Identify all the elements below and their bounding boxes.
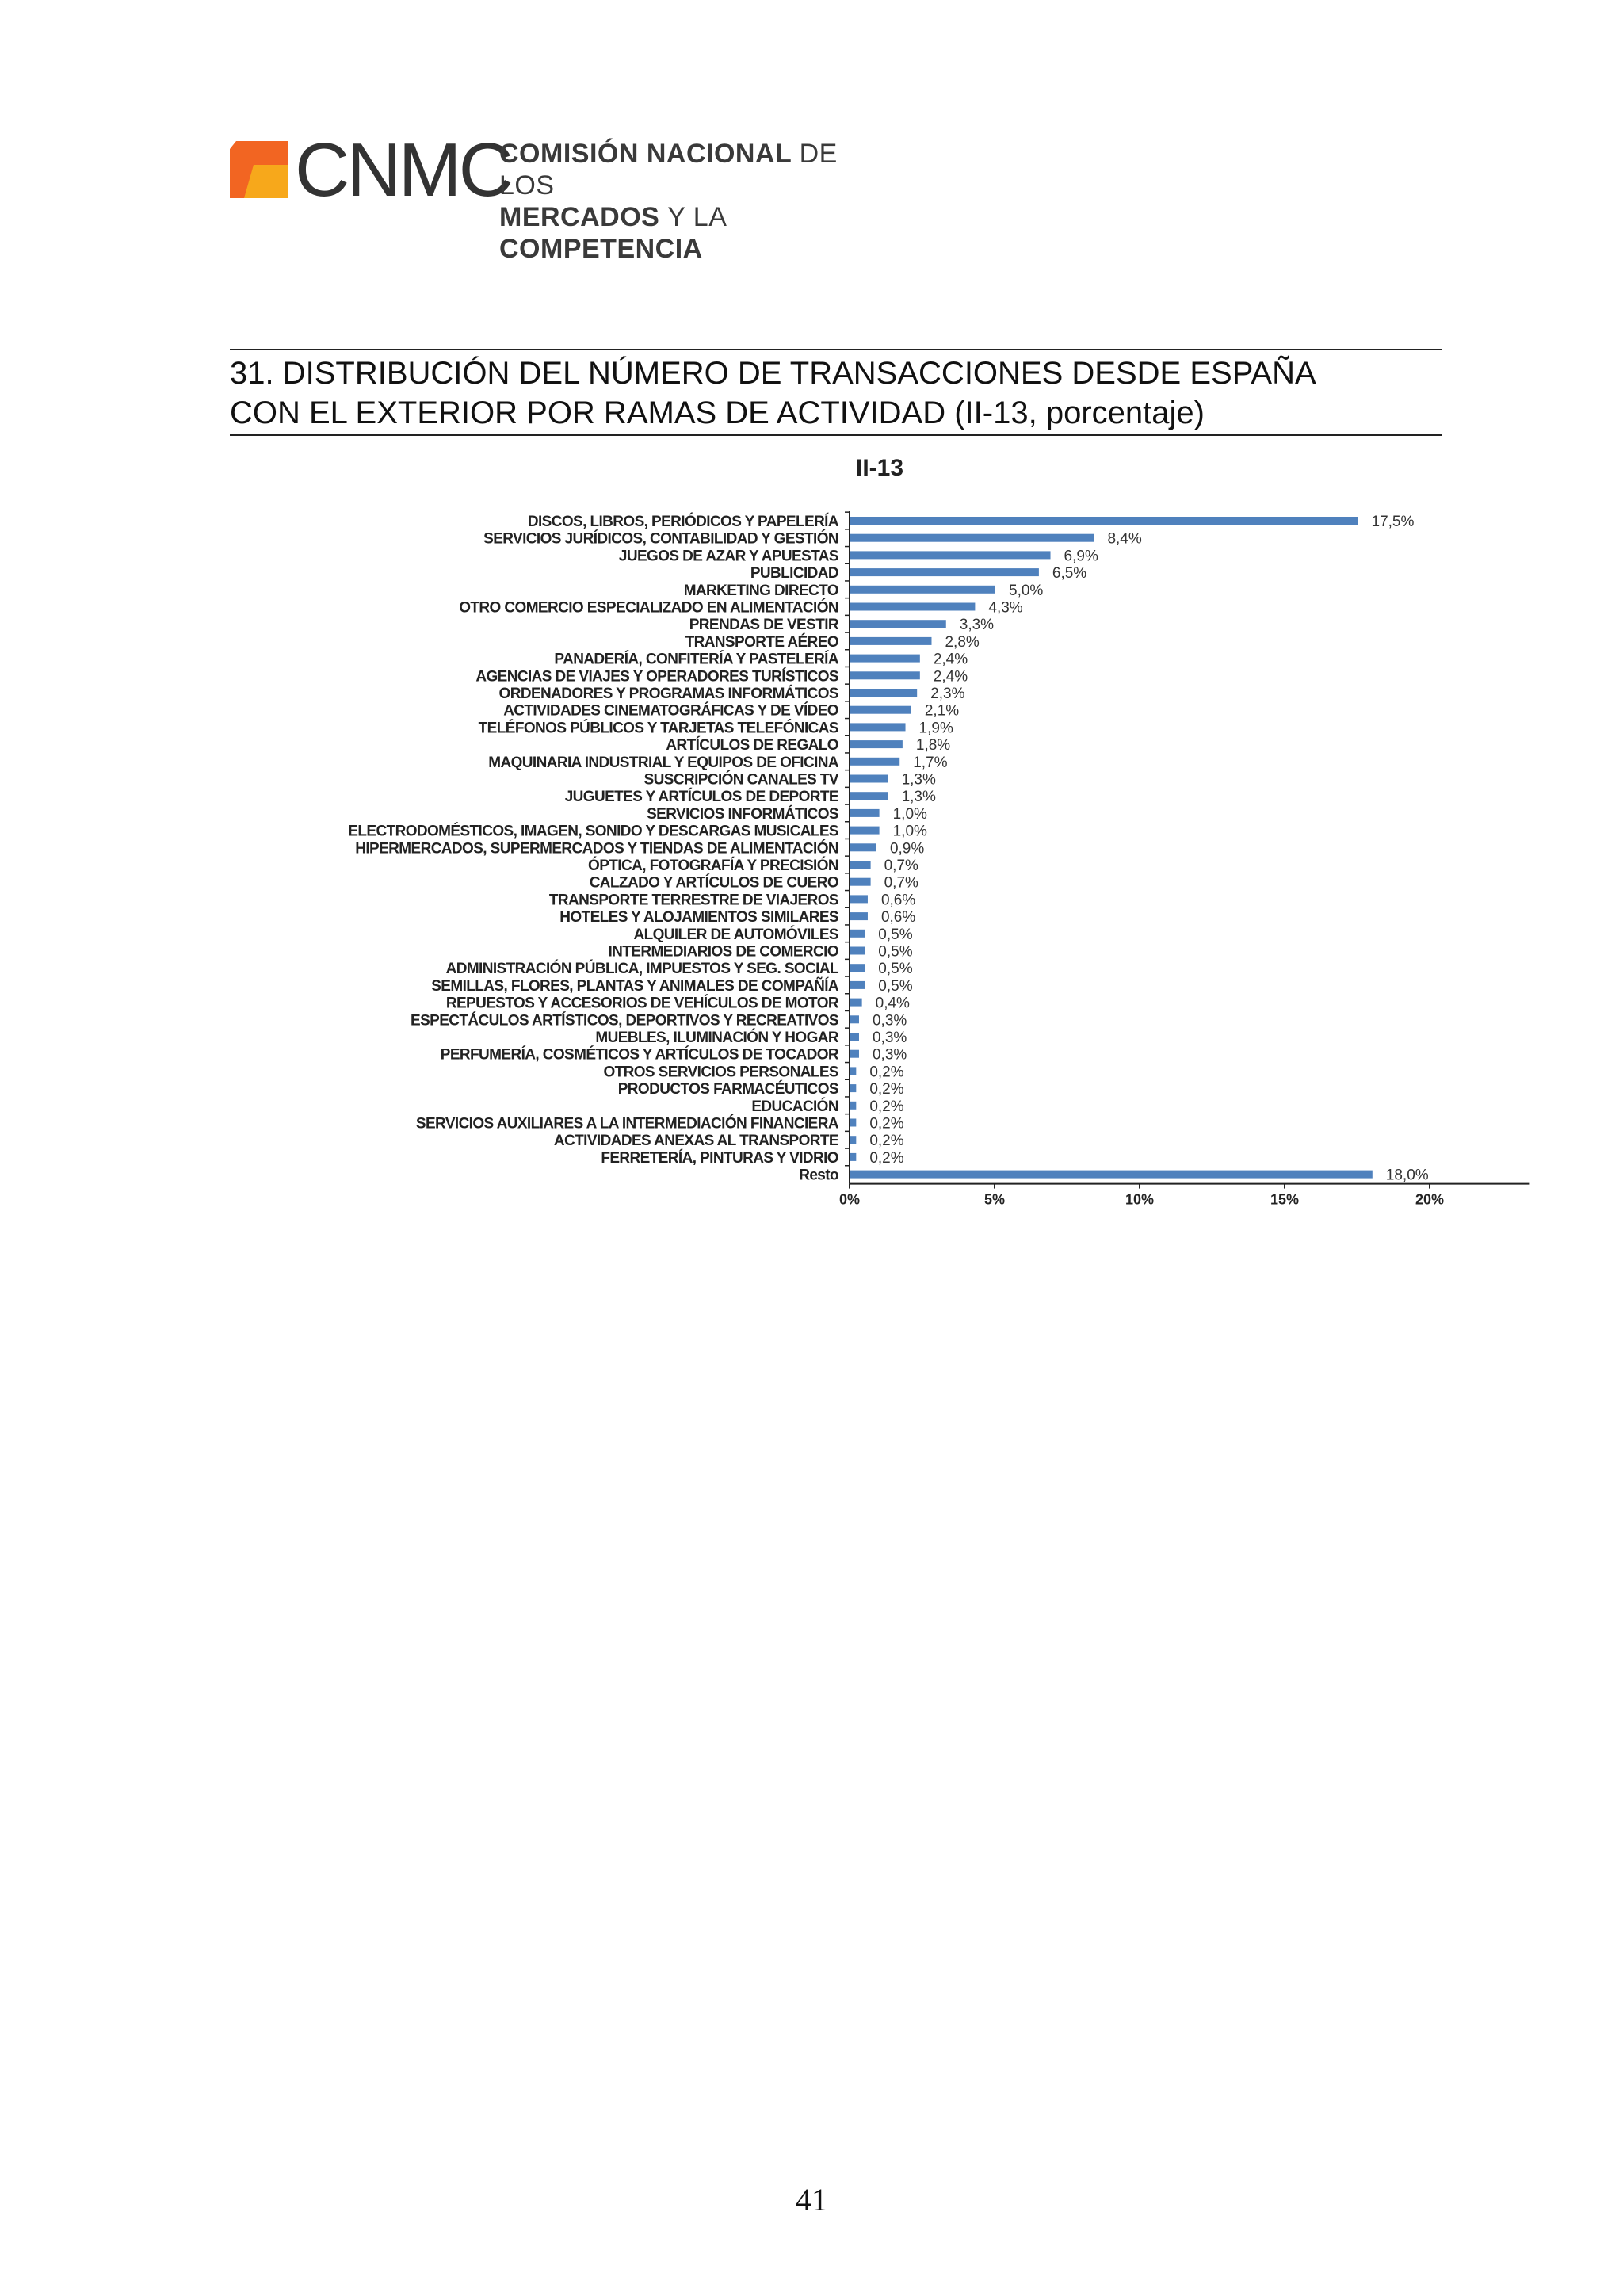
category-label: OTRO COMERCIO ESPECIALIZADO EN ALIMENTACIÓN: [459, 599, 838, 617]
category-label: INTERMEDIARIOS DE COMERCIO: [608, 943, 838, 961]
bar: [850, 1171, 1373, 1179]
value-label: 0,2%: [869, 1064, 904, 1081]
bar: [850, 689, 917, 697]
x-tick-label: 20%: [1415, 1191, 1445, 1208]
category-label: SERVICIOS JURÍDICOS, CONTABILIDAD Y GESTIÓN: [483, 530, 838, 548]
value-label: 6,5%: [1052, 565, 1087, 583]
value-label: 0,5%: [878, 943, 913, 961]
logo-line2-suffix: COMPETENCIA: [499, 234, 703, 264]
bar: [850, 568, 1039, 576]
value-label: 1,0%: [892, 805, 927, 823]
category-label: ALQUILER DE AUTOMÓVILES: [633, 926, 838, 943]
logo-acronym: CNMC: [295, 128, 510, 212]
bar-chart: [230, 448, 1577, 1240]
page-number: 41: [796, 2182, 827, 2218]
category-label: JUGUETES Y ARTÍCULOS DE DEPORTE: [564, 789, 838, 806]
logo-line2: MERCADOS: [499, 202, 660, 232]
bar: [850, 1067, 856, 1075]
bar: [850, 792, 888, 800]
bar: [850, 861, 871, 869]
x-tick-label: 5%: [983, 1191, 1006, 1208]
category-label: SEMILLAS, FLORES, PLANTAS Y ANIMALES DE COMPAÑÍA: [431, 977, 838, 995]
bar-chart-svg: [230, 448, 1577, 1240]
bar: [850, 1084, 856, 1092]
category-label: Resto: [799, 1167, 838, 1184]
bar: [850, 1136, 856, 1144]
value-label: 0,3%: [872, 1030, 907, 1046]
category-label: TRANSPORTE TERRESTRE DE VIAJEROS: [548, 892, 838, 909]
category-label: ACTIVIDADES CINEMATOGRÁFICAS Y DE VÍDEO: [503, 702, 838, 720]
bar: [850, 1050, 859, 1058]
value-label: 4,3%: [988, 599, 1023, 617]
category-label: SERVICIOS AUXILIARES A LA INTERMEDIACIÓN FINANCIERA: [415, 1115, 838, 1133]
bar: [850, 1033, 859, 1041]
logo-full-name: [499, 138, 864, 265]
value-label: 0,3%: [872, 1012, 907, 1030]
cnmc-logo: [230, 128, 864, 264]
category-label: ESPECTÁCULOS ARTÍSTICOS, DEPORTIVOS Y RECREATIVOS: [411, 1012, 838, 1030]
category-label: OTROS SERVICIOS PERSONALES: [603, 1064, 838, 1081]
bar: [850, 775, 888, 783]
bar: [850, 895, 868, 903]
category-label: FERRETERÍA, PINTURAS Y VIDRIO: [601, 1149, 838, 1167]
category-label: MUEBLES, ILUMINACIÓN Y HOGAR: [595, 1030, 838, 1046]
value-label: 1,3%: [901, 789, 936, 806]
value-label: 0,2%: [869, 1149, 904, 1167]
value-label: 0,2%: [869, 1133, 904, 1150]
category-label: CALZADO Y ARTÍCULOS DE CUERO: [589, 874, 838, 892]
bar: [850, 551, 1051, 559]
category-label: PUBLICIDAD: [750, 565, 838, 583]
value-label: 2,4%: [933, 668, 968, 686]
category-label: HOTELES Y ALOJAMIENTOS SIMILARES: [559, 909, 838, 926]
value-label: 0,5%: [878, 977, 913, 995]
value-label: 0,3%: [872, 1046, 907, 1064]
bar: [850, 912, 868, 920]
category-label: ELECTRODOMÉSTICOS, IMAGEN, SONIDO Y DESCARGAS MUSICALES: [348, 823, 838, 840]
category-label: ORDENADORES Y PROGRAMAS INFORMÁTICOS: [498, 686, 838, 702]
x-tick-label: 15%: [1270, 1191, 1300, 1208]
bar: [850, 706, 911, 714]
value-label: 2,4%: [933, 651, 968, 668]
logo-line1: COMISIÓN NACIONAL: [499, 139, 792, 169]
category-label: MARKETING DIRECTO: [683, 582, 838, 599]
category-label: HIPERMERCADOS, SUPERMERCADOS Y TIENDAS DE ALIMENTACIÓN: [355, 840, 838, 858]
value-label: 2,1%: [924, 702, 960, 720]
category-label: JUEGOS DE AZAR Y APUESTAS: [618, 548, 838, 565]
bar: [850, 930, 865, 938]
bar: [850, 517, 1358, 525]
chart-title: II-13: [855, 455, 904, 481]
value-label: 0,5%: [878, 926, 913, 943]
x-tick-label: 0%: [838, 1191, 861, 1208]
category-label: PRODUCTOS FARMACÉUTICOS: [617, 1081, 838, 1098]
category-label: REPUESTOS Y ACCESORIOS DE VEHÍCULOS DE MOTOR: [445, 995, 838, 1012]
bar: [850, 758, 899, 766]
figure-title-block: [230, 349, 1442, 436]
value-label: 18,0%: [1385, 1167, 1429, 1184]
bar: [850, 843, 876, 851]
category-label: EDUCACIÓN: [751, 1098, 838, 1115]
value-label: 0,6%: [880, 892, 916, 909]
value-label: 5,0%: [1009, 582, 1044, 599]
category-label: ÓPTICA, FOTOGRAFÍA Y PRECISIÓN: [588, 858, 838, 874]
value-label: 0,7%: [884, 874, 918, 892]
bar: [850, 947, 865, 955]
bar: [850, 1102, 856, 1110]
category-label: AGENCIAS DE VIAJES Y OPERADORES TURÍSTICOS: [475, 668, 838, 686]
x-tick-label: 10%: [1125, 1191, 1155, 1208]
value-label: 0,4%: [875, 995, 910, 1012]
logo-line1-suffix: DE LOS: [499, 139, 838, 201]
category-label: TELÉFONOS PÚBLICOS Y TARJETAS TELEFÓNICAS: [478, 720, 838, 737]
bar: [850, 1153, 856, 1161]
category-label: DISCOS, LIBROS, PERIÓDICOS Y PAPELERÍA: [527, 514, 838, 530]
category-label: PRENDAS DE VESTIR: [689, 617, 838, 634]
value-label: 0,9%: [889, 840, 925, 858]
logo-line2-middle: Y LA: [667, 202, 727, 232]
category-label: SUSCRIPCIÓN CANALES TV: [643, 771, 838, 789]
bar: [850, 740, 903, 748]
bar: [850, 999, 862, 1007]
value-label: 0,6%: [880, 909, 916, 926]
category-label: ADMINISTRACIÓN PÚBLICA, IMPUESTOS Y SEG. SOCIAL: [445, 961, 838, 978]
value-label: 1,0%: [892, 823, 927, 840]
value-label: 1,7%: [913, 754, 948, 771]
category-label: ACTIVIDADES ANEXAS AL TRANSPORTE: [553, 1133, 838, 1150]
value-label: 0,2%: [869, 1115, 904, 1133]
figure-title-line1: 31. DISTRIBUCIÓN DEL NÚMERO DE TRANSACCIONES DESDE ESPAÑA: [230, 356, 1316, 391]
value-label: 0,2%: [869, 1098, 904, 1115]
bar: [850, 655, 920, 663]
bar: [850, 809, 880, 817]
bar: [850, 1119, 856, 1127]
value-label: 0,2%: [869, 1081, 904, 1098]
bar: [850, 1015, 859, 1023]
value-label: 17,5%: [1371, 514, 1415, 530]
figure-title-line2: CON EL EXTERIOR POR RAMAS DE ACTIVIDAD (II-13, porcentaje): [230, 395, 1205, 430]
bar: [850, 878, 871, 886]
bar: [850, 827, 880, 835]
cnmc-logo-mark-icon: [230, 141, 288, 198]
value-label: 0,5%: [878, 961, 913, 978]
category-label: PERFUMERÍA, COSMÉTICOS Y ARTÍCULOS DE TOCADOR: [440, 1046, 838, 1064]
category-label: SERVICIOS INFORMÁTICOS: [647, 805, 838, 823]
bar: [850, 964, 865, 972]
value-label: 1,3%: [901, 771, 936, 789]
category-label: PANADERÍA, CONFITERÍA Y PASTELERÍA: [554, 651, 838, 668]
category-label: TRANSPORTE AÉREO: [685, 633, 838, 651]
category-label: MAQUINARIA INDUSTRIAL Y EQUIPOS DE OFICINA: [488, 754, 838, 771]
bar: [850, 603, 975, 611]
value-label: 6,9%: [1064, 548, 1098, 565]
bar: [850, 637, 931, 645]
bar: [850, 723, 906, 731]
value-label: 8,4%: [1107, 530, 1142, 548]
value-label: 2,8%: [945, 633, 980, 651]
bar: [850, 534, 1094, 542]
value-label: 1,8%: [915, 737, 951, 755]
value-label: 1,9%: [918, 720, 953, 737]
category-label: ARTÍCULOS DE REGALO: [666, 737, 838, 755]
bar: [850, 671, 920, 679]
value-label: 3,3%: [959, 617, 995, 634]
value-label: 0,7%: [884, 858, 918, 874]
bar: [850, 620, 946, 628]
value-label: 2,3%: [930, 686, 965, 702]
bar: [850, 586, 995, 594]
bar: [850, 981, 865, 989]
